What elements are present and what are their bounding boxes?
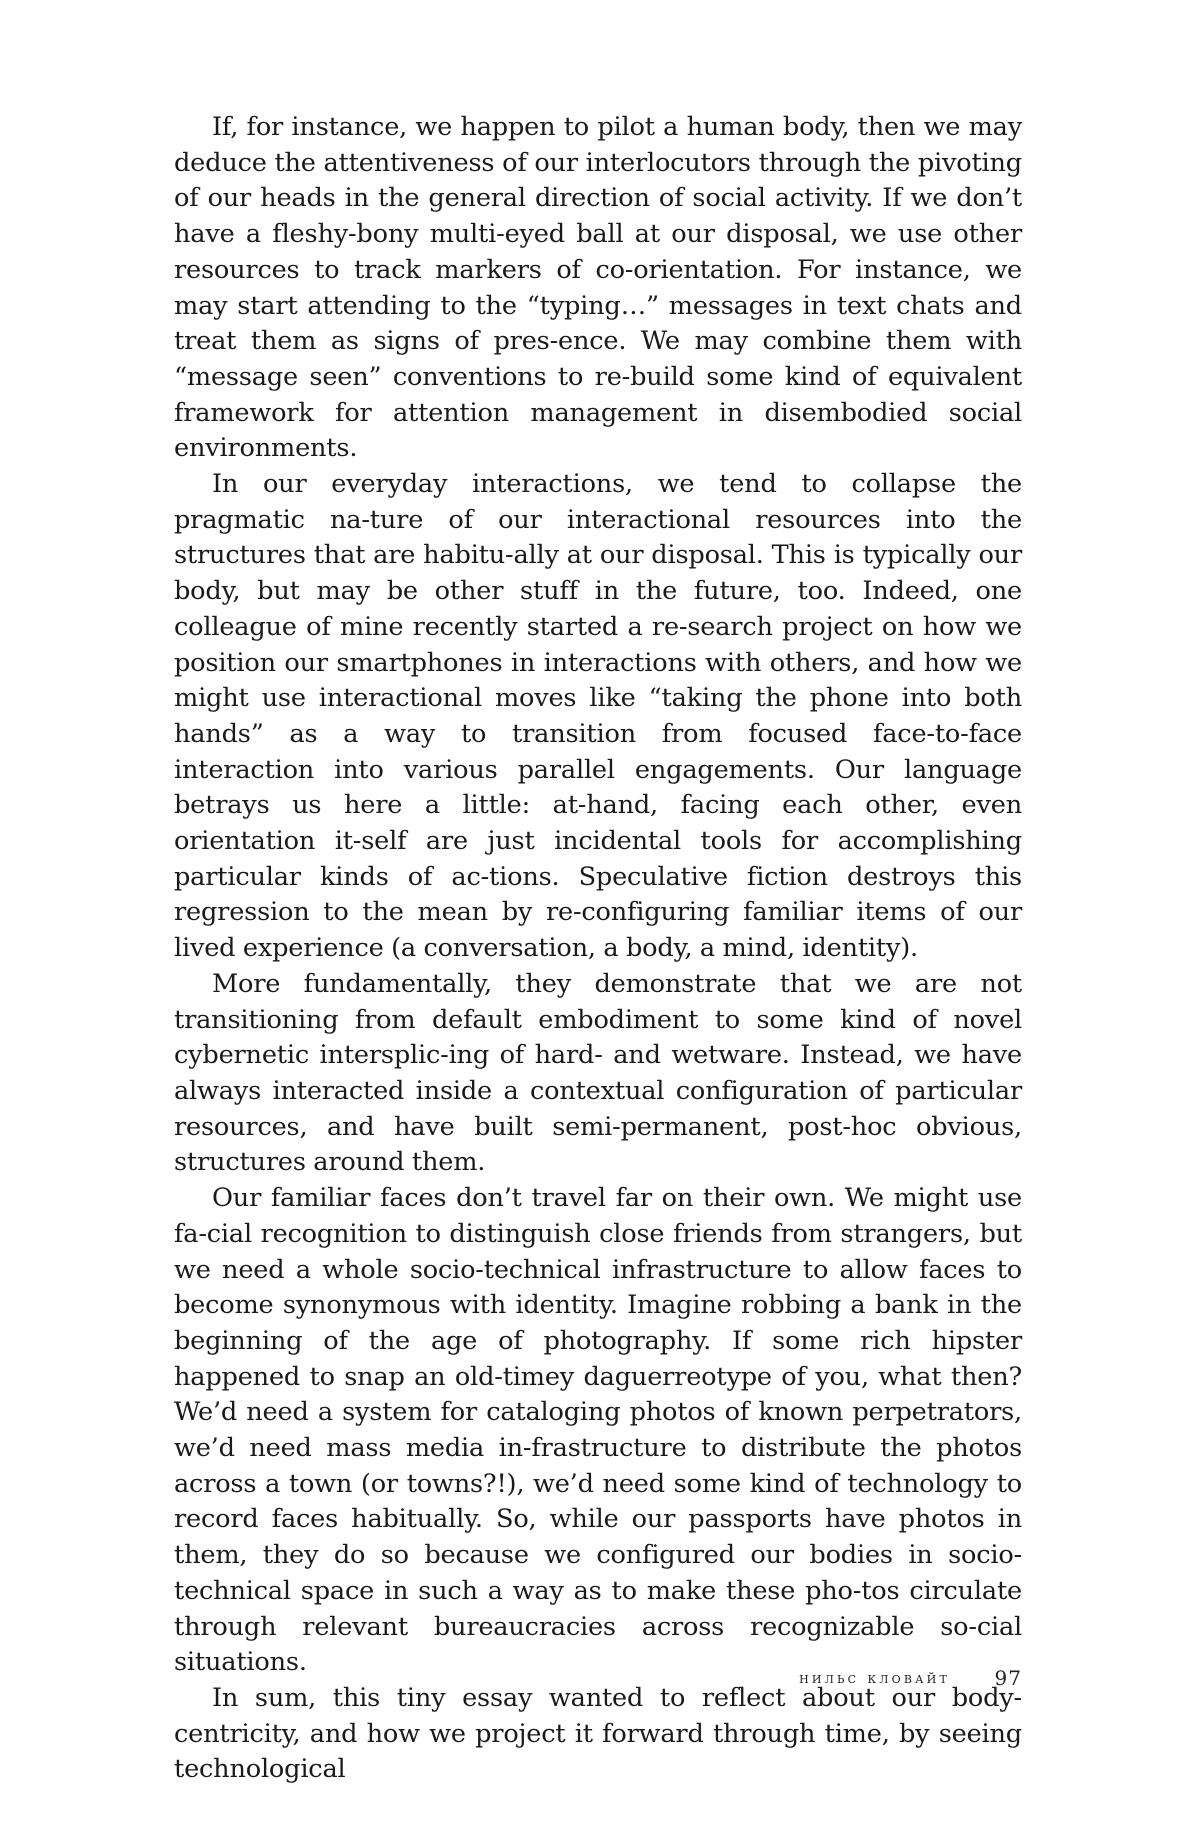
paragraph: Our familiar faces don’t travel far on their own. We might use fa-cial recognition to distinguish close friends from strangers, but we need a whole socio-technical infrastructure to allow faces to become synonymous with identity. Imagine robbing a bank in the beginning of the age of photography. If some rich hipster happened to snap an old-timey daguerreotype of you, what then? We’d need a system for cataloging photos of known perpetrators, we’d need mass media in-frastructure to distribute the photos across a town (or towns?!), we’d need some kind of technology to record faces habitually. So, while our passports have photos in them, they do so because we configured our bodies in socio-technical space in such a way as to make these pho-tos circulate through relevant bureaucracies across recognizable so-cial situations. bbox=[174, 1183, 1022, 1678]
running-head: нильс кловайт bbox=[799, 1668, 950, 1687]
page-number: 97 bbox=[994, 1666, 1022, 1690]
paragraph: In our everyday interactions, we tend to collapse the pragmatic na-ture of our interactional resources into the structures that are habitu-ally at our disposal. This is typically our body, but may be other stuff in the future, too. Indeed, one colleague of mine recently started a re-search project on how we position our smartphones in interactions with others, and how we might use interactional moves like “taking the phone into both hands” as a way to transition from focused face-to-face interaction into various parallel engagements. Our language betrays us here a little: at-hand, facing each other, even orientation it-self are just incidental tools for accomplishing particular kinds of ac-tions. Speculative fiction destroys this regression to the mean by re-configuring familiar items of our lived experience (a conversation, a body, a mind, identity). bbox=[174, 469, 1022, 964]
body-text bbox=[174, 110, 1022, 1788]
paragraph: In sum, this tiny essay wanted to reflect about our body-centricity, and how we project it forward through time, by seeing technological bbox=[174, 1682, 1022, 1785]
page-footer bbox=[174, 1666, 1022, 1696]
paragraph: More fundamentally, they demonstrate that we are not transitioning from default embodiment to some kind of novel cybernetic intersplic-ing of hard- and wetware. Instead, we have always interacted inside a contextual configuration of particular resources, and have built semi-permanent, post-hoc obvious, structures around them. bbox=[174, 968, 1022, 1178]
paragraph: If, for instance, we happen to pilot a human body, then we may deduce the attentiveness of our interlocutors through the pivoting of our heads in the general direction of social activity. If we don’t have a fleshy-bony multi-eyed ball at our disposal, we use other resources to track markers of co-orientation. For instance, we may start attending to the “typing…” messages in text chats and treat them as signs of pres-ence. We may combine them with “message seen” conventions to re-build some kind of equivalent framework for attention management in disembodied social environments. bbox=[174, 112, 1022, 464]
